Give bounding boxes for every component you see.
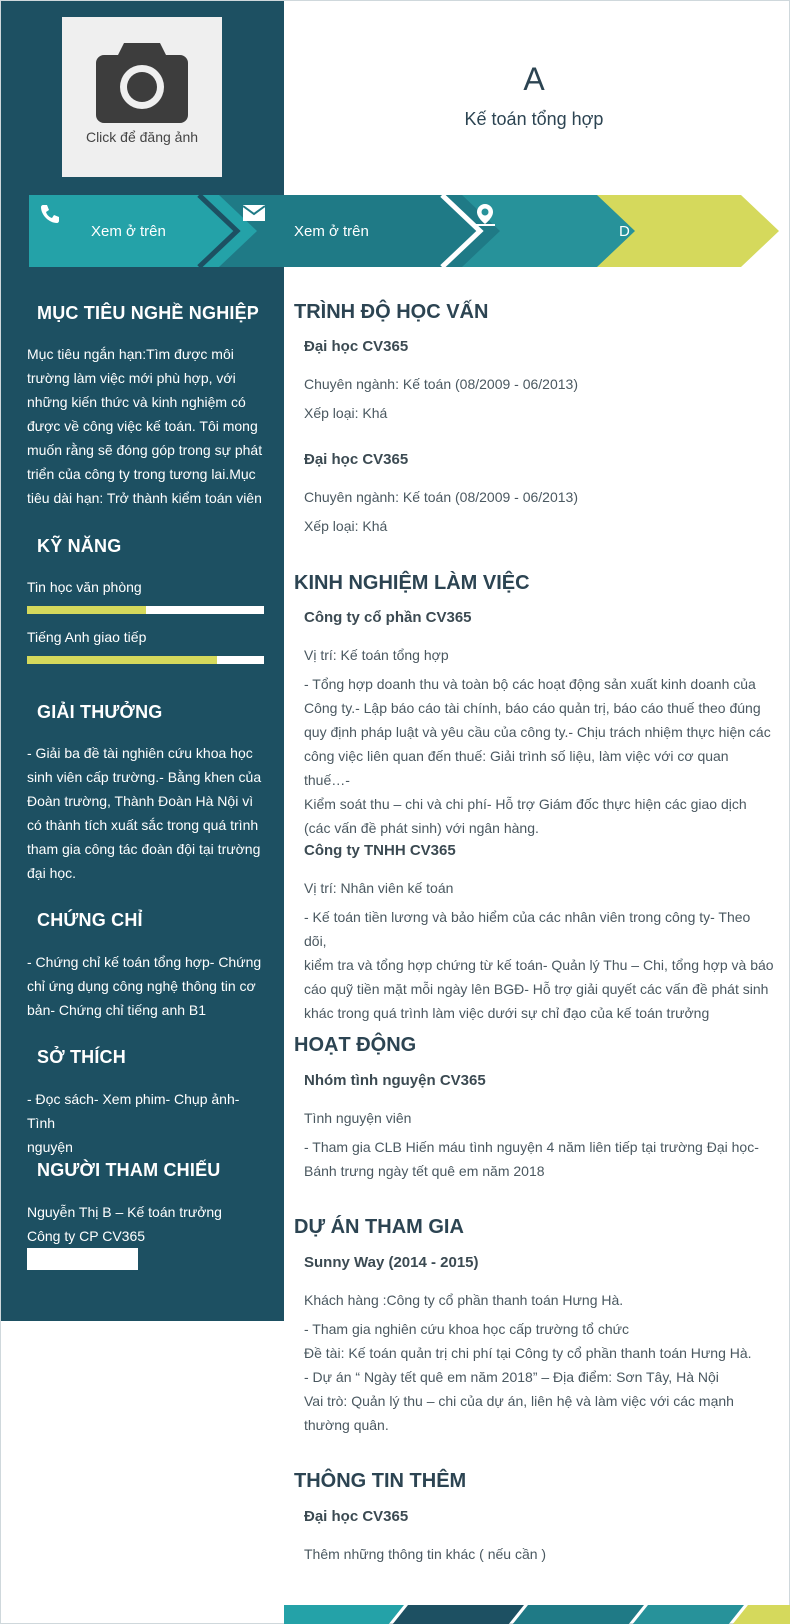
experience-position: Vị trí: Nhân viên kế toán [304, 880, 454, 896]
photo-caption: Click để đăng ảnh [85, 129, 199, 145]
awards-text: - Giải ba đề tài nghiên cứu khoa học sinh viên cấp trường.- Bằng khen của Đoàn trường, Thành Đoàn Hà Nội vì có thành tích xuất sắc trong quá trình tham gia công tác đoàn đội tại trường đại học. [27, 745, 262, 881]
references-title: NGƯỜI THAM CHIẾU [37, 1160, 221, 1180]
experience-position: Vị trí: Kế toán tổng hợp [304, 647, 449, 663]
skill-bar [27, 656, 264, 664]
certificates-title: CHỨNG CHỈ [37, 910, 143, 930]
additional-info-title: THÔNG TIN THÊM [294, 1470, 467, 1492]
skill-label: Tin học văn phòng [27, 579, 142, 595]
skill-bar [27, 606, 264, 614]
education-grade: Xếp loại: Khá [304, 405, 388, 421]
hobbies-text: - Đọc sách- Xem phim- Chụp ảnh- Tình nguyện [27, 1091, 240, 1155]
phone-text: Xem ở trên [91, 222, 166, 240]
camera-icon [94, 39, 190, 123]
experience-description: - Kế toán tiền lương và bảo hiểm của các nhân viên trong công ty- Theo dõi, kiểm tra và tổng hợp chứng từ kế toán- Quản lý Thu – Chi, tổng hợp và báo cáo quỹ tiền mặt mỗi ngày lên BGĐ- Hỗ trợ giải quyết các vấn đề phát sinh khác trong quá trình làm việc dưới sự chỉ đạo của kế toán trưởng [304, 909, 774, 1021]
experience-description: - Tổng hợp doanh thu và toàn bộ các hoạt động sản xuất kinh doanh của Công ty.- Lập báo cáo tài chính, báo cáo quản trị, báo cáo thuế theo đúng quy định pháp luật và yêu cầu của công ty.- Chịu trách nhiệm thực hiện các công việc liên quan đến thuế: Giải trình số liệu, làm việc với cơ quan thuế…- Kiểm soát thu – chi và chi phí- Hỗ trợ Giám đốc thực hiện các giao dịch (các vấn đề phát sinh) với ngân hàng. [304, 676, 771, 836]
education-major: Chuyên ngành: Kế toán (08/2009 - 06/2013) [304, 376, 578, 392]
candidate-name: A [523, 61, 545, 97]
education-grade: Xếp loại: Khá [304, 518, 388, 534]
activity-description: - Tham gia CLB Hiến máu tình nguyện 4 năm liên tiếp tại trường Đại học- Bánh trưng ngày tết quê em năm 2018 [304, 1139, 759, 1179]
awards-title: GIẢI THƯỞNG [37, 702, 163, 722]
skill-level-fill [27, 606, 146, 614]
education-school: Đại học CV365 [304, 451, 409, 468]
experience-title: KINH NGHIỆM LÀM VIỆC [294, 572, 530, 594]
other-contact-text: D [619, 222, 630, 240]
skill-label: Tiếng Anh giao tiếp [27, 629, 147, 645]
activity-role: Tình nguyện viên [304, 1110, 412, 1126]
objective-title: MỤC TIÊU NGHỀ NGHIỆP [37, 303, 260, 323]
project-description: - Tham gia nghiên cứu khoa học cấp trường tổ chức Đề tài: Kế toán quản trị chi phí tại Công ty cổ phần thanh toán Hưng Hà. - Dự án “ Ngày tết quê em năm 2018” – Địa điểm: Sơn Tây, Hà Nội Vai trò: Quản lý thu – chi của dự án, liên hệ và làm việc với các mạnh thường quân. [304, 1321, 752, 1433]
activities-title: HOẠT ĐỘNG [294, 1034, 417, 1056]
education-title: TRÌNH ĐỘ HỌC VẤN [294, 301, 489, 323]
reference-contact-field[interactable] [27, 1248, 138, 1270]
contact-bar [29, 195, 779, 267]
objective-text: Mục tiêu ngắn hạn:Tìm được môi trường làm việc mới phù hợp, với những kiến thức và kinh nghiệm có được về công việc kế toán. Tôi mong muốn rằng sẽ đóng góp trong sự phát triển của công ty trong tương lai.Mục tiêu dài hạn: Trở thành kiểm toán viên [27, 346, 263, 506]
references-text: Nguyễn Thị B – Kế toán trưởng Công ty CP CV365 [27, 1204, 222, 1244]
experience-company: Công ty cổ phần CV365 [304, 609, 472, 626]
education-major: Chuyên ngành: Kế toán (08/2009 - 06/2013) [304, 489, 578, 505]
additional-info-text: Thêm những thông tin khác ( nếu cần ) [304, 1546, 547, 1562]
job-title: Kế toán tổng hợp [464, 109, 604, 129]
additional-info-name: Đại học CV365 [304, 1508, 409, 1525]
project-name: Sunny Way (2014 - 2015) [304, 1254, 479, 1271]
projects-title: DỰ ÁN THAM GIA [294, 1216, 464, 1238]
footer-stripes [284, 1605, 790, 1624]
activity-organization: Nhóm tình nguyện CV365 [304, 1072, 486, 1089]
skill-level-fill [27, 656, 217, 664]
certificates-text: - Chứng chỉ kế toán tổng hợp- Chứng chỉ ứng dụng công nghệ thông tin cơ bản- Chứng chỉ tiếng anh B1 [27, 954, 262, 1018]
education-school: Đại học CV365 [304, 338, 409, 355]
project-client: Khách hàng :Công ty cổ phần thanh toán Hưng Hà. [304, 1292, 624, 1308]
hobbies-title: SỞ THÍCH [37, 1047, 126, 1067]
experience-company: Công ty TNHH CV365 [304, 842, 456, 859]
photo-upload[interactable] [62, 17, 222, 177]
email-text: Xem ở trên [294, 222, 369, 240]
skills-title: KỸ NĂNG [37, 536, 122, 556]
